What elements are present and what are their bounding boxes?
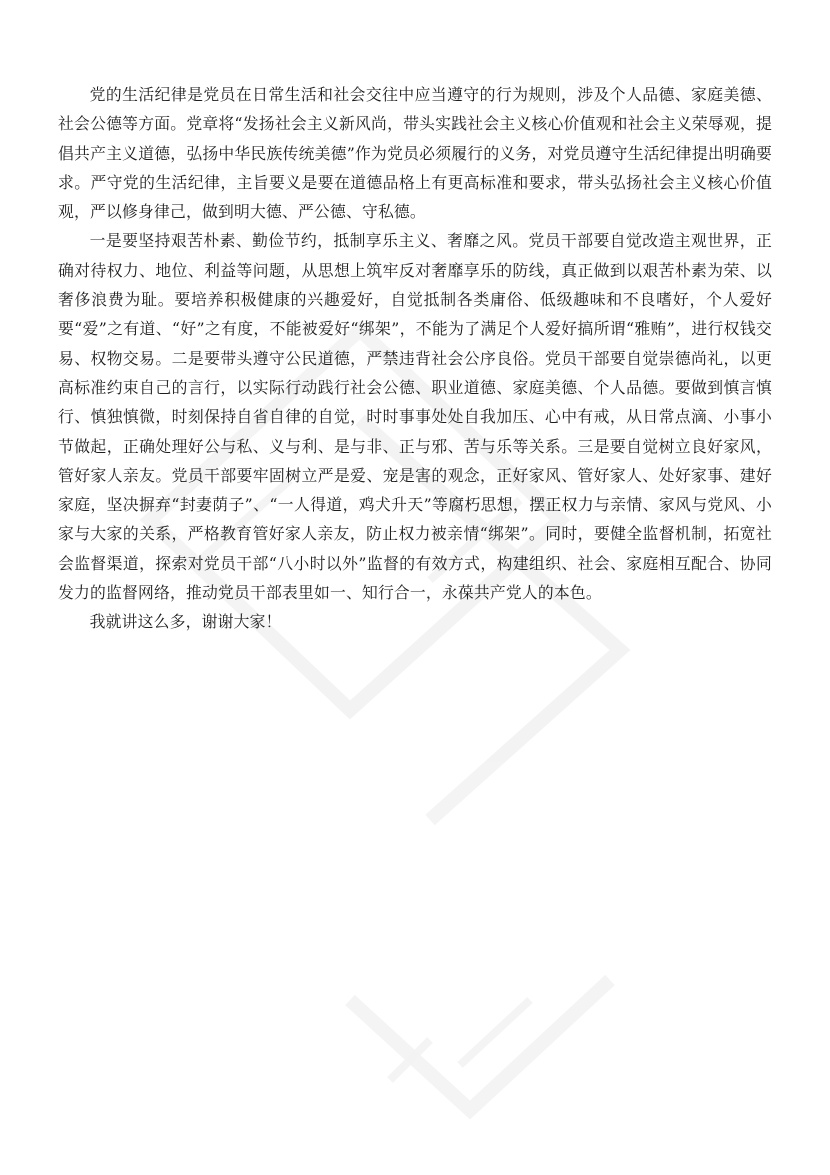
- paragraph-life-discipline-requirements: 一是要坚持艰苦朴素、勤俭节约，抵制享乐主义、奢靡之风。党员干部要自觉改造主观世界，正确对待权力、地位、利益等问题，从思想上筑牢反对奢靡享乐的防线，真正做到以艰苦朴素为荣、以奢侈浪费为耻。要培养积极健康的兴趣爱好，自觉抵制各类庸俗、低级趣味和不良嗜好，个人爱好要“爱”之有道、“好”之有度，不能被爱好“绑架”，不能为了满足个人爱好搞所谓“雅贿”，进行权钱交易、权物交易。二是要带头遵守公民道德，严禁违背社会公序良俗。党员干部要自觉崇德尚礼，以更高标准约束自己的言行，以实际行动践行社会公德、职业道德、家庭美德、个人品德。要做到慎言慎行、慎独慎微，时刻保持自省自律的自觉，时时事事处处自我加压、心中有戒，从日常点滴、小事小节做起，正确处理好公与私、义与利、是与非、正与邪、苦与乐等关系。三是要自觉树立良好家风，管好家人亲友。党员干部要牢固树立严是爱、宠是害的观念，正好家风、管好家人、处好家事、建好家庭，坚决摒弃“封妻荫子”、“一人得道，鸡犬升天”等腐朽思想，摆正权力与亲情、家风与党风、小家与大家的关系，严格教育管好家人亲友，防止权力被亲情“绑架”。同时，要健全监督机制，拓宽社会监督渠道，探索对党员干部“八小时以外”监督的有效方式，构建组织、社会、家庭相互配合、协同发力的监督网络，推动党员干部表里如一、知行合一，永葆共产党人的本色。: [58, 231, 772, 603]
- document-body: [58, 80, 772, 637]
- paragraph-closing-remark: 我就讲这么多，谢谢大家！: [89, 612, 282, 632]
- paragraph-life-discipline-intro: 党的生活纪律是党员在日常生活和社会交往中应当遵守的行为规则，涉及个人品德、家庭美德、社会公德等方面。党章将“发扬社会主义新风尚，带头实践社会主义核心价值观和社会主义荣辱观，提倡共产主义道德，弘扬中华民族传统美德”作为党员必须履行的义务，对党员遵守生活纪律提出明确要求。严守党的生活纪律，主旨要义是要在道德品格上有更高标准和要求，带头弘扬社会主义核心价值观，严以修身律己，做到明大德、严公德、守私德。: [58, 85, 772, 222]
